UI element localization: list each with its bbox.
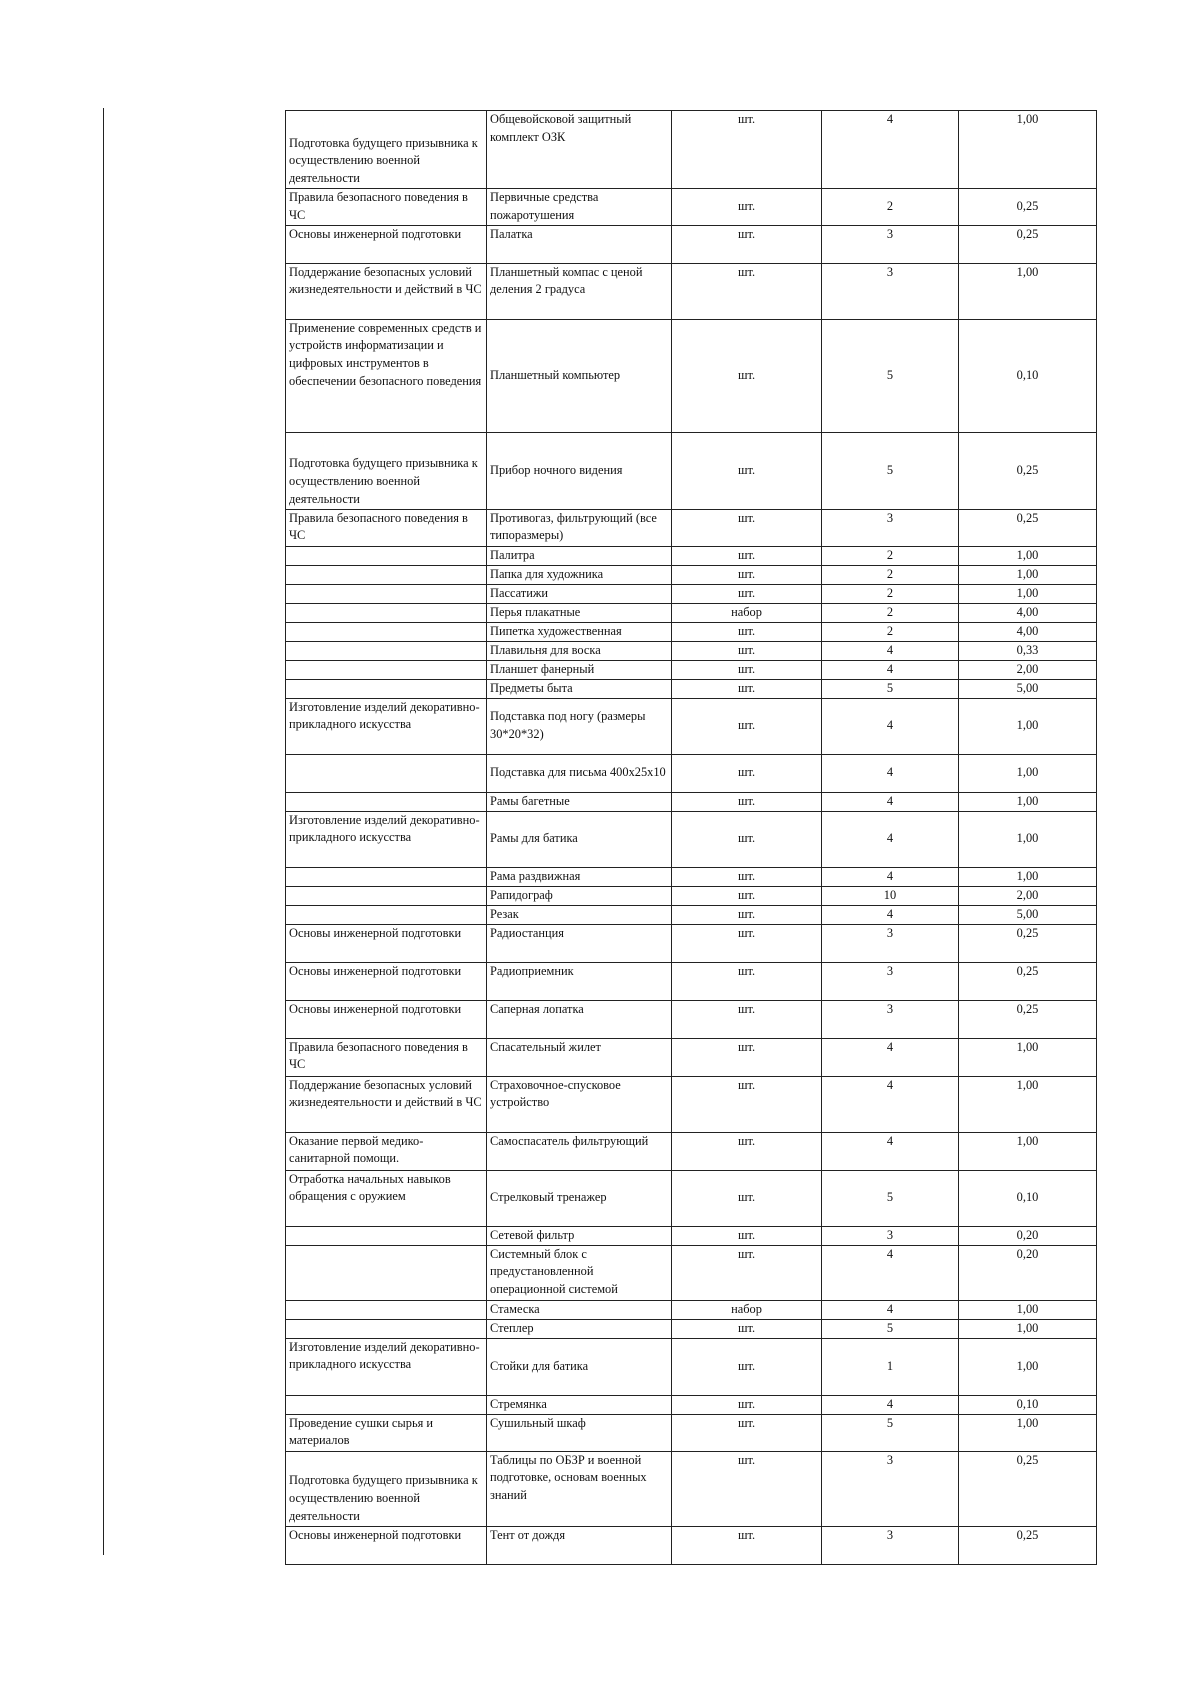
quantity-cell: 3 xyxy=(822,1451,959,1526)
unit-cell: шт. xyxy=(672,1319,822,1338)
quantity-cell: 4 xyxy=(822,1300,959,1319)
item-cell: Рама раздвижная xyxy=(487,867,672,886)
section-cell xyxy=(286,1395,487,1414)
quantity-cell: 3 xyxy=(822,225,959,263)
quantity-cell: 4 xyxy=(822,111,959,189)
norm-cell: 4,00 xyxy=(959,603,1097,622)
section-cell xyxy=(286,792,487,811)
quantity-cell: 4 xyxy=(822,867,959,886)
quantity-cell: 5 xyxy=(822,1319,959,1338)
unit-cell: шт. xyxy=(672,319,822,432)
norm-cell: 2,00 xyxy=(959,886,1097,905)
quantity-cell: 4 xyxy=(822,792,959,811)
item-cell: Противогаз, фильтрующий (все типоразмеры) xyxy=(487,509,672,546)
section-cell: Проведение сушки сырья и материалов xyxy=(286,1414,487,1451)
table-row xyxy=(286,189,1097,226)
quantity-cell: 2 xyxy=(822,189,959,226)
table-row xyxy=(286,263,1097,319)
item-cell: Радиоприемник xyxy=(487,962,672,1000)
norm-cell: 0,20 xyxy=(959,1245,1097,1300)
unit-cell: шт. xyxy=(672,1038,822,1076)
section-cell xyxy=(286,546,487,565)
table-row xyxy=(286,754,1097,792)
section-cell: Оказание первой медико-санитарной помощи. xyxy=(286,1132,487,1170)
unit-cell: шт. xyxy=(672,754,822,792)
section-cell: Подготовка будущего призывника к осуществлению военной деятельности xyxy=(286,1451,487,1526)
norm-cell: 1,00 xyxy=(959,1132,1097,1170)
section-cell xyxy=(286,679,487,698)
section-cell: Основы инженерной подготовки xyxy=(286,962,487,1000)
norm-cell: 1,00 xyxy=(959,546,1097,565)
item-cell: Первичные средства пожаротушения xyxy=(487,189,672,226)
quantity-cell: 2 xyxy=(822,584,959,603)
item-cell: Рамы для батика xyxy=(487,811,672,867)
item-cell: Палитра xyxy=(487,546,672,565)
norm-cell: 0,20 xyxy=(959,1226,1097,1245)
quantity-cell: 3 xyxy=(822,1000,959,1038)
section-cell: Правила безопасного поведения в ЧС xyxy=(286,189,487,226)
table-row xyxy=(286,1338,1097,1395)
section-cell xyxy=(286,584,487,603)
table-row xyxy=(286,225,1097,263)
norm-cell: 0,10 xyxy=(959,319,1097,432)
table-row xyxy=(286,1170,1097,1226)
unit-cell: шт. xyxy=(672,886,822,905)
section-cell xyxy=(286,886,487,905)
norm-cell: 2,00 xyxy=(959,660,1097,679)
table-row xyxy=(286,1414,1097,1451)
table-row xyxy=(286,1132,1097,1170)
norm-cell: 1,00 xyxy=(959,111,1097,189)
section-cell xyxy=(286,905,487,924)
table-row xyxy=(286,1245,1097,1300)
table-row xyxy=(286,432,1097,509)
norm-cell: 4,00 xyxy=(959,622,1097,641)
item-cell: Плавильня для воска xyxy=(487,641,672,660)
quantity-cell: 3 xyxy=(822,924,959,962)
unit-cell: набор xyxy=(672,603,822,622)
item-cell: Рамы багетные xyxy=(487,792,672,811)
item-cell: Резак xyxy=(487,905,672,924)
item-cell: Перья плакатные xyxy=(487,603,672,622)
quantity-cell: 3 xyxy=(822,1226,959,1245)
section-cell xyxy=(286,1226,487,1245)
item-cell: Системный блок с предустановленной операционной системой xyxy=(487,1245,672,1300)
table-row xyxy=(286,319,1097,432)
section-cell: Подготовка будущего призывника к осуществлению военной деятельности xyxy=(286,111,487,189)
table-row xyxy=(286,1526,1097,1564)
table-row xyxy=(286,1319,1097,1338)
item-cell: Таблицы по ОБЗР и военной подготовке, основам военных знаний xyxy=(487,1451,672,1526)
norm-cell: 0,25 xyxy=(959,432,1097,509)
table-row xyxy=(286,565,1097,584)
item-cell: Стремянка xyxy=(487,1395,672,1414)
section-cell: Основы инженерной подготовки xyxy=(286,1526,487,1564)
quantity-cell: 4 xyxy=(822,1132,959,1170)
quantity-cell: 2 xyxy=(822,565,959,584)
quantity-cell: 4 xyxy=(822,754,959,792)
quantity-cell: 2 xyxy=(822,546,959,565)
table-row xyxy=(286,698,1097,754)
unit-cell: шт. xyxy=(672,1076,822,1132)
quantity-cell: 5 xyxy=(822,319,959,432)
unit-cell: шт. xyxy=(672,1451,822,1526)
item-cell: Папка для художника xyxy=(487,565,672,584)
table-row xyxy=(286,1226,1097,1245)
norm-cell: 1,00 xyxy=(959,754,1097,792)
section-cell: Изготовление изделий декоративно-прикладного искусства xyxy=(286,811,487,867)
item-cell: Страховочное-спусковое устройство xyxy=(487,1076,672,1132)
item-cell: Сетевой фильтр xyxy=(487,1226,672,1245)
unit-cell: шт. xyxy=(672,1000,822,1038)
table-row xyxy=(286,111,1097,189)
unit-cell: шт. xyxy=(672,546,822,565)
section-cell xyxy=(286,603,487,622)
item-cell: Радиостанция xyxy=(487,924,672,962)
unit-cell: шт. xyxy=(672,584,822,603)
norm-cell: 1,00 xyxy=(959,1038,1097,1076)
quantity-cell: 5 xyxy=(822,1170,959,1226)
item-cell: Пипетка художественная xyxy=(487,622,672,641)
section-cell xyxy=(286,641,487,660)
item-cell: Тент от дождя xyxy=(487,1526,672,1564)
section-cell xyxy=(286,1245,487,1300)
norm-cell: 5,00 xyxy=(959,905,1097,924)
section-cell xyxy=(286,1319,487,1338)
unit-cell: шт. xyxy=(672,867,822,886)
item-cell: Пассатижи xyxy=(487,584,672,603)
item-cell: Палатка xyxy=(487,225,672,263)
table-body xyxy=(286,111,1097,1565)
section-cell: Основы инженерной подготовки xyxy=(286,924,487,962)
unit-cell: шт. xyxy=(672,905,822,924)
norm-cell: 0,25 xyxy=(959,1526,1097,1564)
unit-cell: шт. xyxy=(672,1338,822,1395)
unit-cell: шт. xyxy=(672,1395,822,1414)
item-cell: Сушильный шкаф xyxy=(487,1414,672,1451)
quantity-cell: 3 xyxy=(822,1526,959,1564)
item-cell: Спасательный жилет xyxy=(487,1038,672,1076)
section-cell: Поддержание безопасных условий жизнедеятельности и действий в ЧС xyxy=(286,1076,487,1132)
table-row xyxy=(286,1300,1097,1319)
table-row xyxy=(286,1395,1097,1414)
quantity-cell: 3 xyxy=(822,263,959,319)
table-row xyxy=(286,905,1097,924)
section-cell: Поддержание безопасных условий жизнедеятельности и действий в ЧС xyxy=(286,263,487,319)
section-cell xyxy=(286,565,487,584)
norm-cell: 1,00 xyxy=(959,867,1097,886)
section-cell xyxy=(286,660,487,679)
unit-cell: шт. xyxy=(672,189,822,226)
item-cell: Предметы быта xyxy=(487,679,672,698)
unit-cell: шт. xyxy=(672,660,822,679)
norm-cell: 1,00 xyxy=(959,1414,1097,1451)
norm-cell: 1,00 xyxy=(959,1338,1097,1395)
quantity-cell: 5 xyxy=(822,679,959,698)
unit-cell: шт. xyxy=(672,565,822,584)
unit-cell: шт. xyxy=(672,432,822,509)
quantity-cell: 5 xyxy=(822,1414,959,1451)
item-cell: Общевойсковой защитный комплект ОЗК xyxy=(487,111,672,189)
table-row xyxy=(286,603,1097,622)
section-cell: Основы инженерной подготовки xyxy=(286,1000,487,1038)
unit-cell: шт. xyxy=(672,962,822,1000)
table-row xyxy=(286,792,1097,811)
table-row xyxy=(286,1076,1097,1132)
unit-cell: шт. xyxy=(672,263,822,319)
norm-cell: 0,10 xyxy=(959,1170,1097,1226)
table-row xyxy=(286,622,1097,641)
unit-cell: шт. xyxy=(672,679,822,698)
norm-cell: 0,25 xyxy=(959,1451,1097,1526)
item-cell: Подставка под ногу (размеры 30*20*32) xyxy=(487,698,672,754)
norm-cell: 1,00 xyxy=(959,1319,1097,1338)
quantity-cell: 3 xyxy=(822,962,959,1000)
table-row xyxy=(286,679,1097,698)
quantity-cell: 2 xyxy=(822,603,959,622)
table-row xyxy=(286,509,1097,546)
section-cell xyxy=(286,1300,487,1319)
table-row xyxy=(286,546,1097,565)
unit-cell: шт. xyxy=(672,1132,822,1170)
quantity-cell: 4 xyxy=(822,660,959,679)
unit-cell: шт. xyxy=(672,1414,822,1451)
margin-line xyxy=(103,108,104,1555)
norm-cell: 0,25 xyxy=(959,962,1097,1000)
section-cell xyxy=(286,867,487,886)
unit-cell: шт. xyxy=(672,111,822,189)
norm-cell: 0,25 xyxy=(959,225,1097,263)
norm-cell: 0,33 xyxy=(959,641,1097,660)
quantity-cell: 4 xyxy=(822,1395,959,1414)
quantity-cell: 4 xyxy=(822,641,959,660)
item-cell: Стрелковый тренажер xyxy=(487,1170,672,1226)
quantity-cell: 4 xyxy=(822,1245,959,1300)
unit-cell: шт. xyxy=(672,1526,822,1564)
section-cell: Подготовка будущего призывника к осуществлению военной деятельности xyxy=(286,432,487,509)
item-cell: Самоспасатель фильтрующий xyxy=(487,1132,672,1170)
norm-cell: 1,00 xyxy=(959,565,1097,584)
norm-cell: 0,25 xyxy=(959,509,1097,546)
norm-cell: 1,00 xyxy=(959,263,1097,319)
norm-cell: 1,00 xyxy=(959,1076,1097,1132)
item-cell: Планшет фанерный xyxy=(487,660,672,679)
unit-cell: шт. xyxy=(672,622,822,641)
norm-cell: 1,00 xyxy=(959,1300,1097,1319)
section-cell xyxy=(286,754,487,792)
section-cell: Отработка начальных навыков обращения с оружием xyxy=(286,1170,487,1226)
section-cell xyxy=(286,622,487,641)
table-row xyxy=(286,867,1097,886)
item-cell: Степлер xyxy=(487,1319,672,1338)
norm-cell: 0,25 xyxy=(959,1000,1097,1038)
unit-cell: набор xyxy=(672,1300,822,1319)
table-row xyxy=(286,886,1097,905)
table-row xyxy=(286,1038,1097,1076)
quantity-cell: 2 xyxy=(822,622,959,641)
table-row xyxy=(286,641,1097,660)
norm-cell: 1,00 xyxy=(959,811,1097,867)
item-cell: Прибор ночного видения xyxy=(487,432,672,509)
unit-cell: шт. xyxy=(672,924,822,962)
item-cell: Планшетный компьютер xyxy=(487,319,672,432)
norm-cell: 0,25 xyxy=(959,189,1097,226)
section-cell: Правила безопасного поведения в ЧС xyxy=(286,1038,487,1076)
norm-cell: 1,00 xyxy=(959,698,1097,754)
norm-cell: 1,00 xyxy=(959,584,1097,603)
quantity-cell: 4 xyxy=(822,698,959,754)
norm-cell: 1,00 xyxy=(959,792,1097,811)
norm-cell: 5,00 xyxy=(959,679,1097,698)
norm-cell: 0,25 xyxy=(959,924,1097,962)
table-row xyxy=(286,1451,1097,1526)
quantity-cell: 5 xyxy=(822,432,959,509)
table-row xyxy=(286,811,1097,867)
unit-cell: шт. xyxy=(672,1170,822,1226)
item-cell: Стойки для батика xyxy=(487,1338,672,1395)
unit-cell: шт. xyxy=(672,1226,822,1245)
quantity-cell: 4 xyxy=(822,1038,959,1076)
quantity-cell: 1 xyxy=(822,1338,959,1395)
unit-cell: шт. xyxy=(672,1245,822,1300)
item-cell: Стамеска xyxy=(487,1300,672,1319)
quantity-cell: 10 xyxy=(822,886,959,905)
quantity-cell: 4 xyxy=(822,905,959,924)
quantity-cell: 3 xyxy=(822,509,959,546)
item-cell: Подставка для письма 400х25х10 xyxy=(487,754,672,792)
table-row xyxy=(286,660,1097,679)
section-cell: Основы инженерной подготовки xyxy=(286,225,487,263)
unit-cell: шт. xyxy=(672,641,822,660)
section-cell: Правила безопасного поведения в ЧС xyxy=(286,509,487,546)
item-cell: Саперная лопатка xyxy=(487,1000,672,1038)
table-row xyxy=(286,584,1097,603)
unit-cell: шт. xyxy=(672,225,822,263)
table-row xyxy=(286,1000,1097,1038)
quantity-cell: 4 xyxy=(822,1076,959,1132)
unit-cell: шт. xyxy=(672,698,822,754)
item-cell: Планшетный компас с ценой деления 2 градуса xyxy=(487,263,672,319)
unit-cell: шт. xyxy=(672,792,822,811)
table-row xyxy=(286,924,1097,962)
section-cell: Изготовление изделий декоративно-прикладного искусства xyxy=(286,1338,487,1395)
equipment-table xyxy=(285,110,1097,1565)
section-cell: Изготовление изделий декоративно-прикладного искусства xyxy=(286,698,487,754)
section-cell: Применение современных средств и устройств информатизации и цифровых инструментов в обеспечении безопасного поведения xyxy=(286,319,487,432)
item-cell: Рапидограф xyxy=(487,886,672,905)
unit-cell: шт. xyxy=(672,811,822,867)
norm-cell: 0,10 xyxy=(959,1395,1097,1414)
quantity-cell: 4 xyxy=(822,811,959,867)
unit-cell: шт. xyxy=(672,509,822,546)
table-row xyxy=(286,962,1097,1000)
